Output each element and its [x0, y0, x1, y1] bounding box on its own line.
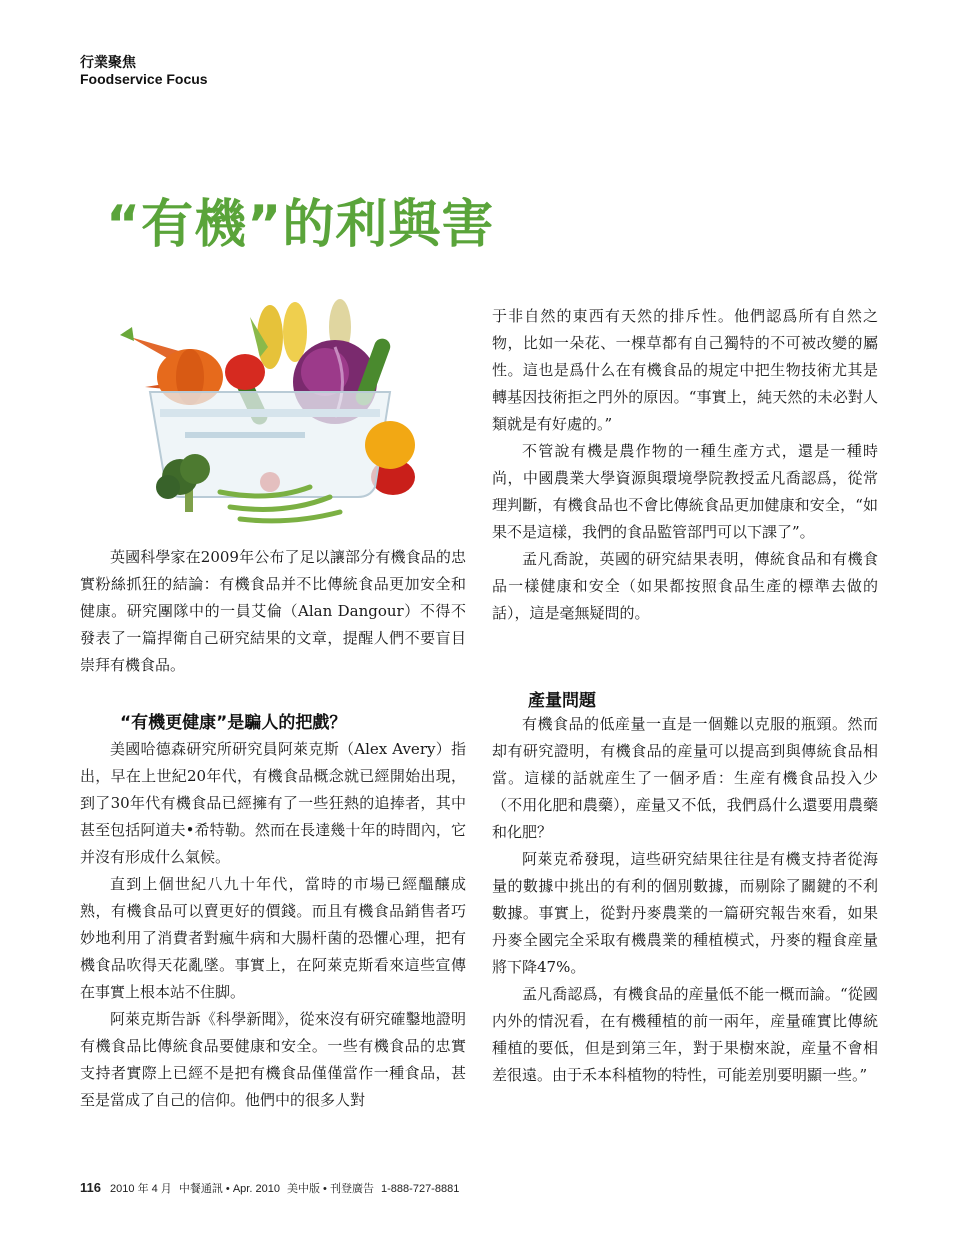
body-paragraph: 不管說有機是農作物的一種生產方式，還是一種時尚，中國農業大學資源與環境學院教授孟凡喬認爲，從常理判斷，有機食品也不會比傳統食品更加健康和安全，“如果不是這樣，我們的食品監管部門可以下課了”。 [492, 442, 878, 541]
body-paragraph: 于非自然的東西有天然的排斥性。他們認爲所有自然之物，比如一朵花、一棵草都有自己獨特的不可被改變的屬性。這也是爲什么在有機食品的規定中把生物技術尤其是轉基因技術拒之門外的原因。“事實上，純天然的未必對人類就是有好處的。” [492, 307, 878, 433]
section-label: 行業聚焦 [80, 55, 136, 71]
body-paragraph: 阿萊克斯告訴《科學新聞》，從來沒有研究確鑿地證明有機食品比傳統食品要健康和安全。一些有機食品的忠實支持者實際上已經不是把有機食品僅僅當作一種食品，甚至是當成了自己的信仰。他們中的很多人對 [80, 1010, 466, 1109]
body-paragraph: 美國哈德森研究所研究員阿萊克斯（Alex Avery）指出，早在上世紀20年代，有機食品概念就已經開始出現，到了30年代有機食品已經擁有了一些狂熱的追捧者，其中甚至包括阿道夫•希特勒。然而在長達幾十年的時間內，它并沒有形成什么氣候。 [80, 740, 466, 866]
body-paragraph: 直到上個世紀八九十年代，當時的市場已經醞釀成熟，有機食品可以賣更好的價錢。而且有機食品銷售者巧妙地利用了消費者對瘋牛病和大腸杆菌的恐懼心理，把有機食品吹得天花亂墜。事實上，在阿萊克斯看來這些宣傳在事實上根本站不住脚。 [80, 875, 466, 1001]
body-paragraph: 阿萊克希發現，這些研究結果往往是有機支持者從海量的數據中挑出的有利的個別數據，而剔除了關鍵的不利數據。事實上，從對丹麥農業的一篇研究報告來看，如果丹麥全國完全采取有機農業的種植模式，丹麥的糧食産量將下降47%。 [492, 850, 878, 976]
subheading-yield: 產量問題 [528, 691, 596, 711]
body-paragraph: 孟凡喬說，英國的研究結果表明，傳統食品和有機食品一樣健康和安全（如果都按照食品生產的標準去做的話），這是毫無疑問的。 [492, 550, 878, 622]
footer-date: 2010 年 4 月 [110, 1183, 172, 1195]
subheading-healthier: “有機更健康”是騙人的把戲？ [120, 713, 347, 733]
footer-phone: 1-888-727-8881 [381, 1183, 460, 1195]
intro-paragraph [80, 544, 466, 679]
left-column-body [80, 736, 466, 1114]
page-number: 116 [80, 1180, 101, 1195]
vegetable-basket-photo [90, 297, 465, 535]
body-paragraph: 孟凡喬認爲，有機食品的産量低不能一概而論。“從國内外的情況看，在有機種植的前一兩年，産量確實比傳統種植的要低，但是到第三年，對于果樹來說，産量不會相差很遠。由于禾本科植物的特性，可能差別要明顯一些。” [492, 985, 878, 1084]
right-column-top [492, 303, 878, 627]
body-paragraph: 英國科學家在2009年公布了足以讓部分有機食品的忠實粉絲抓狂的結論：有機食品并不比傳統食品更加安全和健康。研究團隊中的一員艾倫（Alan Dangour）不得不發表了一篇捍衛自己研究結果的文章，提醒人們不要盲目崇拜有機食品。 [80, 548, 466, 674]
footer-publication: 中餐通訊 • Apr. 2010 [178, 1183, 280, 1195]
page-footer [80, 1180, 463, 1196]
body-paragraph: 有機食品的低産量一直是一個難以克服的瓶頸。然而却有研究證明，有機食品的産量可以提高到與傳統食品相當。這樣的話就産生了一個矛盾：生産有機食品投入少（不用化肥和農藥），産量又不低，我們爲什么還要用農藥和化肥？ [492, 715, 878, 841]
yellow-pepper-icon [365, 421, 415, 469]
section-label-en: Foodservice Focus [80, 71, 208, 87]
article-title: “有機”的利與害 [106, 195, 495, 255]
footer-edition: 美中版 • 刊登廣告 [287, 1183, 374, 1195]
right-column-bottom [492, 711, 878, 1089]
